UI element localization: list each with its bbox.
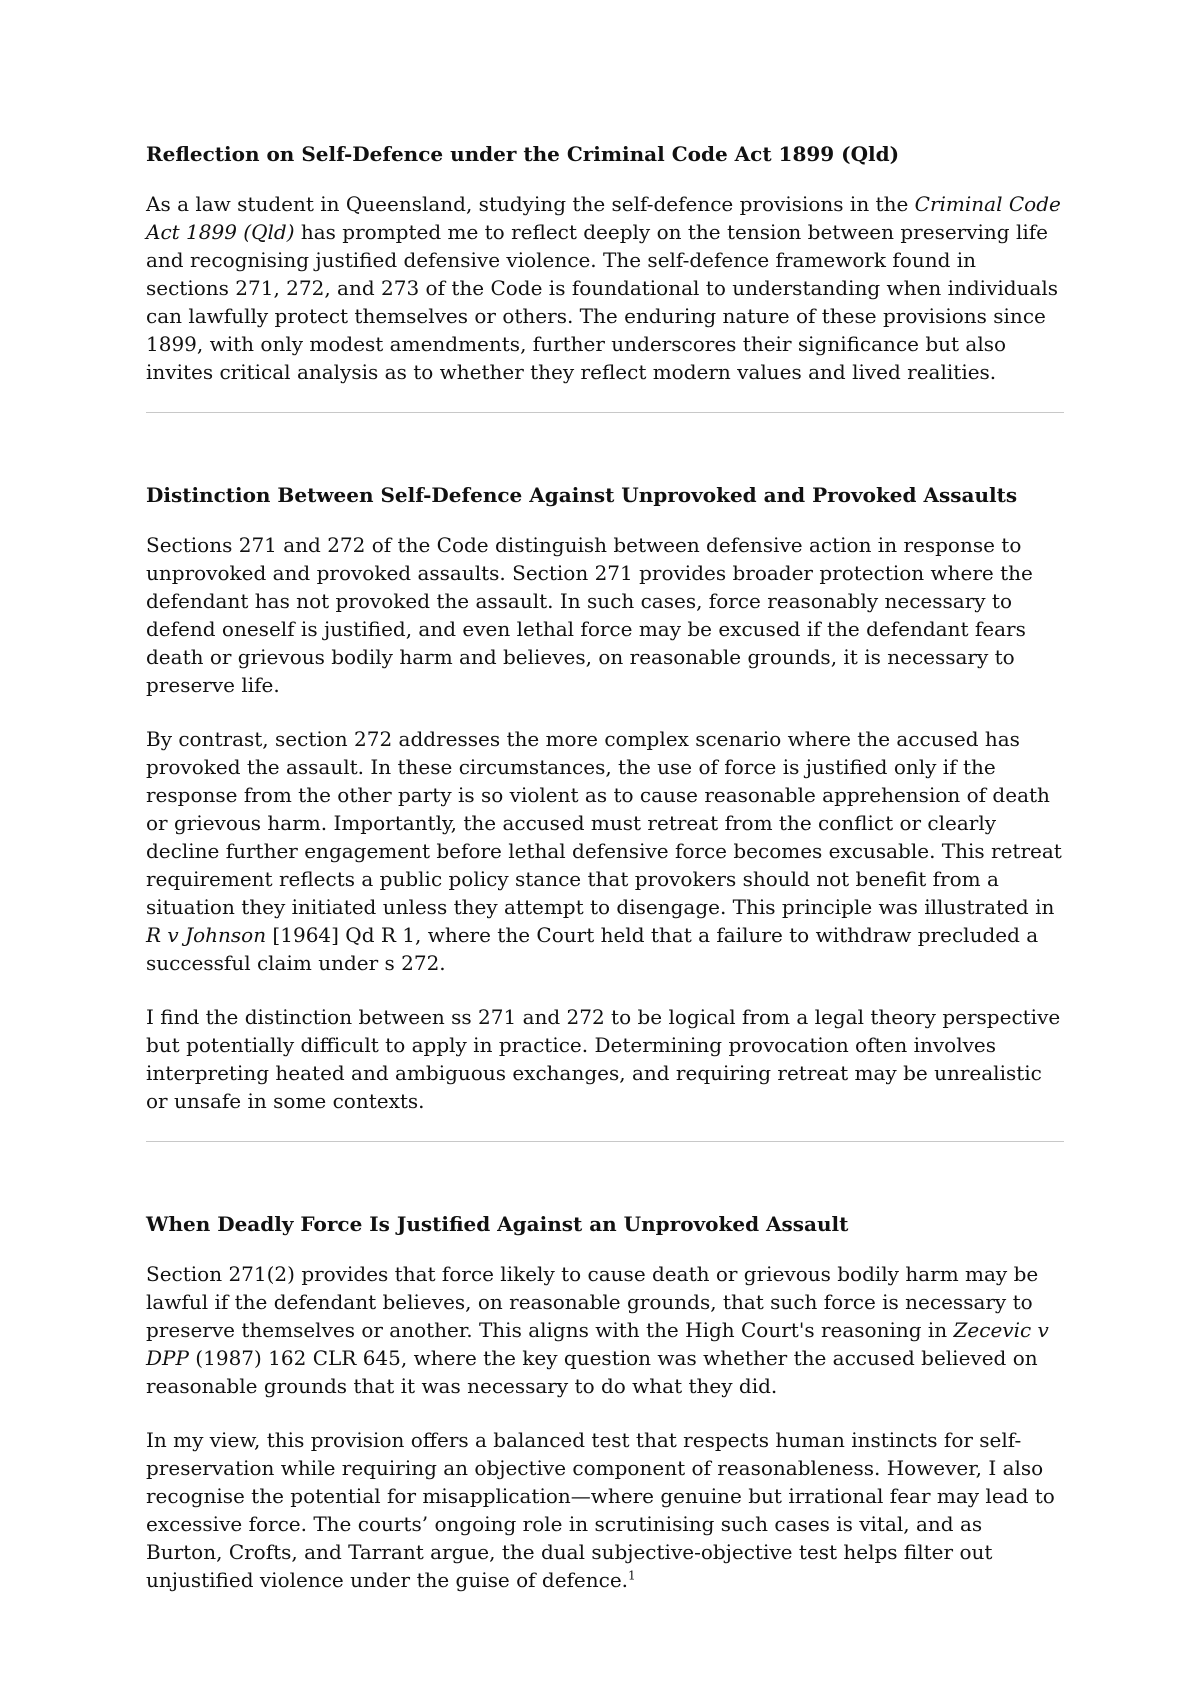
case-citation: Zecevic v DPP (146, 1318, 1049, 1370)
paragraph: I find the distinction between ss 271 and 272 to be logical from a legal theory perspective but potentially difficult to apply in practice. Determining provocation often involves interpreting heated and ambiguous exchanges, and requiring retreat may be unrealistic or unsafe in some contexts. (146, 1005, 1061, 1113)
paragraph: Section 271(2) provides that force likely to cause death or grievous bodily harm may be lawful if the defendant believes, on reasonable grounds, that such force is necessary to preserve themselves or another. This aligns with the High Court's reasoning in Zecevic v DPP (1987) 162 CLR 645, where the key question was whether the accused believed on reasonable grounds that it was necessary to do what they did. (146, 1262, 1049, 1398)
section-distinction (146, 481, 1064, 1115)
section-reflection (146, 140, 1064, 386)
paragraph: By contrast, section 272 addresses the more complex scenario where the accused has provoked the assault. In these circumstances, the use of force is justified only if the response from the other party is so violent as to cause reasonable apprehension of death or grievous harm. Importantly, the accused must retreat from the conflict or clearly decline further engagement before lethal defensive force becomes excusable. This retreat requirement reflects a public policy stance that provokers should not benefit from a situation they initiated unless they attempt to disengage. This principle was illustrated in R v Johnson [1964] Qd R 1, where the Court held that a failure to withdraw precluded a successful claim under s 272. (146, 727, 1062, 975)
footnote-marker[interactable]: 1 (628, 1568, 636, 1583)
case-citation: R v Johnson (146, 923, 267, 947)
section-heading: Distinction Between Self-Defence Against Unprovoked and Provoked Assaults (146, 483, 1018, 507)
act-citation: Criminal Code Act 1899 (Qld) (146, 192, 1061, 244)
section-divider (146, 412, 1064, 413)
document-page (146, 140, 1064, 1620)
paragraph: As a law student in Queensland, studying the self-defence provisions in the Criminal Code Act 1899 (Qld) has prompted me to reflect deeply on the tension between preserving life and recognising justified defensive violence. The self-defence framework found in sections 271, 272, and 273 of the Code is foundational to understanding when individuals can lawfully protect themselves or others. The enduring nature of these provisions since 1899, with only modest amendments, further underscores their significance but also invites critical analysis as to whether they reflect modern values and lived realities. (146, 192, 1061, 384)
paragraph: In my view, this provision offers a balanced test that respects human instincts for self-preservation while requiring an objective component of reasonableness. However, I also recognise the potential for misapplication—where genuine but irrational fear may lead to excessive force. The courts’ ongoing role in scrutinising such cases is vital, and as Burton, Crofts, and Tarrant argue, the dual subjective-objective test helps filter out unjustified violence under the guise of defence.$^1$ (146, 1428, 1055, 1592)
section-divider (146, 1141, 1064, 1142)
section-heading: Reflection on Self-Defence under the Criminal Code Act 1899 (Qld) (146, 142, 900, 166)
section-deadly-force (146, 1210, 1064, 1594)
paragraph: Sections 271 and 272 of the Code distinguish between defensive action in response to unprovoked and provoked assaults. Section 271 provides broader protection where the defendant has not provoked the assault. In such cases, force reasonably necessary to defend oneself is justified, and even lethal force may be excused if the defendant fears death or grievous bodily harm and believes, on reasonable grounds, it is necessary to preserve life. (146, 533, 1033, 697)
section-heading: When Deadly Force Is Justified Against an Unprovoked Assault (146, 1212, 849, 1236)
